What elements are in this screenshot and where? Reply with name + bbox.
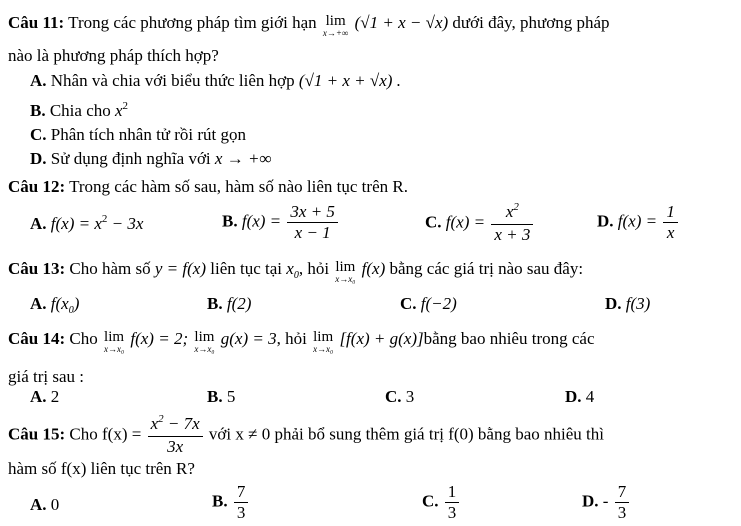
q12-option-b: B. f(x) = $\frac{3x + 5}{x - 1}$ (222, 202, 340, 243)
q13-option-a: A. $f(x_0)$ (30, 294, 80, 316)
q14-option-b: B. 5 (207, 387, 236, 406)
q15-option-d: D. - $\frac{7}{3}$ (582, 482, 631, 523)
q11-expr: (√1 + x − √x) (354, 13, 449, 32)
q14-line1: Câu 14: Cho lim x→x₀ f(x) = 2; lim x→x₀ g(x) = 3, hỏi lim x→x₀ [f(x) + g(x)]bằng bao nhiêu trong các (8, 329, 595, 355)
q12-option-c: C. f(x) = $\frac{x^2}{x + 3}$ (425, 202, 535, 245)
q11-option-a: A. Nhân và chia với biểu thức liên hợp (√1 + x + √x) . (30, 71, 401, 90)
q11-option-b: B. Chia cho $x^2$ (30, 100, 129, 120)
q15-option-c: C. $\frac{1}{3}$ (422, 482, 461, 523)
q12-option-a: A. $f(x) = x^2 - 3x$ (30, 213, 144, 233)
q11-option-c: C. Phân tích nhân tử rồi rút gọn (30, 125, 247, 144)
q11-text-a: Trong các phương pháp tìm giới hạn (68, 13, 317, 32)
q13-option-b: B. f(2) (207, 294, 252, 313)
q11-text-b: dưới đây, phương pháp (452, 13, 610, 32)
q11-label: Câu 11: (8, 13, 65, 32)
q12-text: Trong các hàm số sau, hàm số nào liên tục trên R. (69, 177, 408, 196)
q15-label: Câu 15: (8, 424, 66, 444)
q12-option-d: D. f(x) = $\frac{1}{x}$ (597, 202, 680, 243)
q11-lim: lim x→+∞ (322, 13, 349, 39)
q13-line1: Câu 13: Cho hàm số y = f(x) liên tục tại $x_0$, hỏi lim x→x₀ f(x) bằng các giá trị nào sau đây: (8, 259, 584, 285)
q15-line2: hàm số f(x) liên tục trên R? (8, 459, 195, 478)
q14-option-a: A. 2 (30, 387, 60, 406)
q14-option-c: C. 3 (385, 387, 415, 406)
q15-option-b: B. $\frac{7}{3}$ (212, 482, 250, 523)
q11-line1 (8, 12, 610, 39)
q13-option-c: C. f(−2) (400, 294, 457, 313)
q13-label: Câu 13: (8, 259, 66, 278)
q13-option-d: D. f(3) (605, 294, 651, 313)
q15-line1: Câu 15: Cho f(x) = $\frac{x^2 - 7x}{3x}$ với x ≠ 0 phải bổ sung thêm giá trị f(0) bằng bao nhiêu thì (8, 413, 604, 456)
q14-option-d: D. 4 (565, 387, 595, 406)
q12-line1 (8, 176, 408, 198)
q11-option-d: D. Sử dụng định nghĩa với x → +∞ (30, 149, 272, 168)
q14-label: Câu 14: (8, 329, 66, 348)
q11-line2: nào là phương pháp thích hợp? (8, 46, 219, 65)
q14-line2: giá trị sau : (8, 367, 85, 386)
q15-option-a: A. 0 (30, 495, 60, 514)
q12-label: Câu 12: (8, 177, 66, 196)
